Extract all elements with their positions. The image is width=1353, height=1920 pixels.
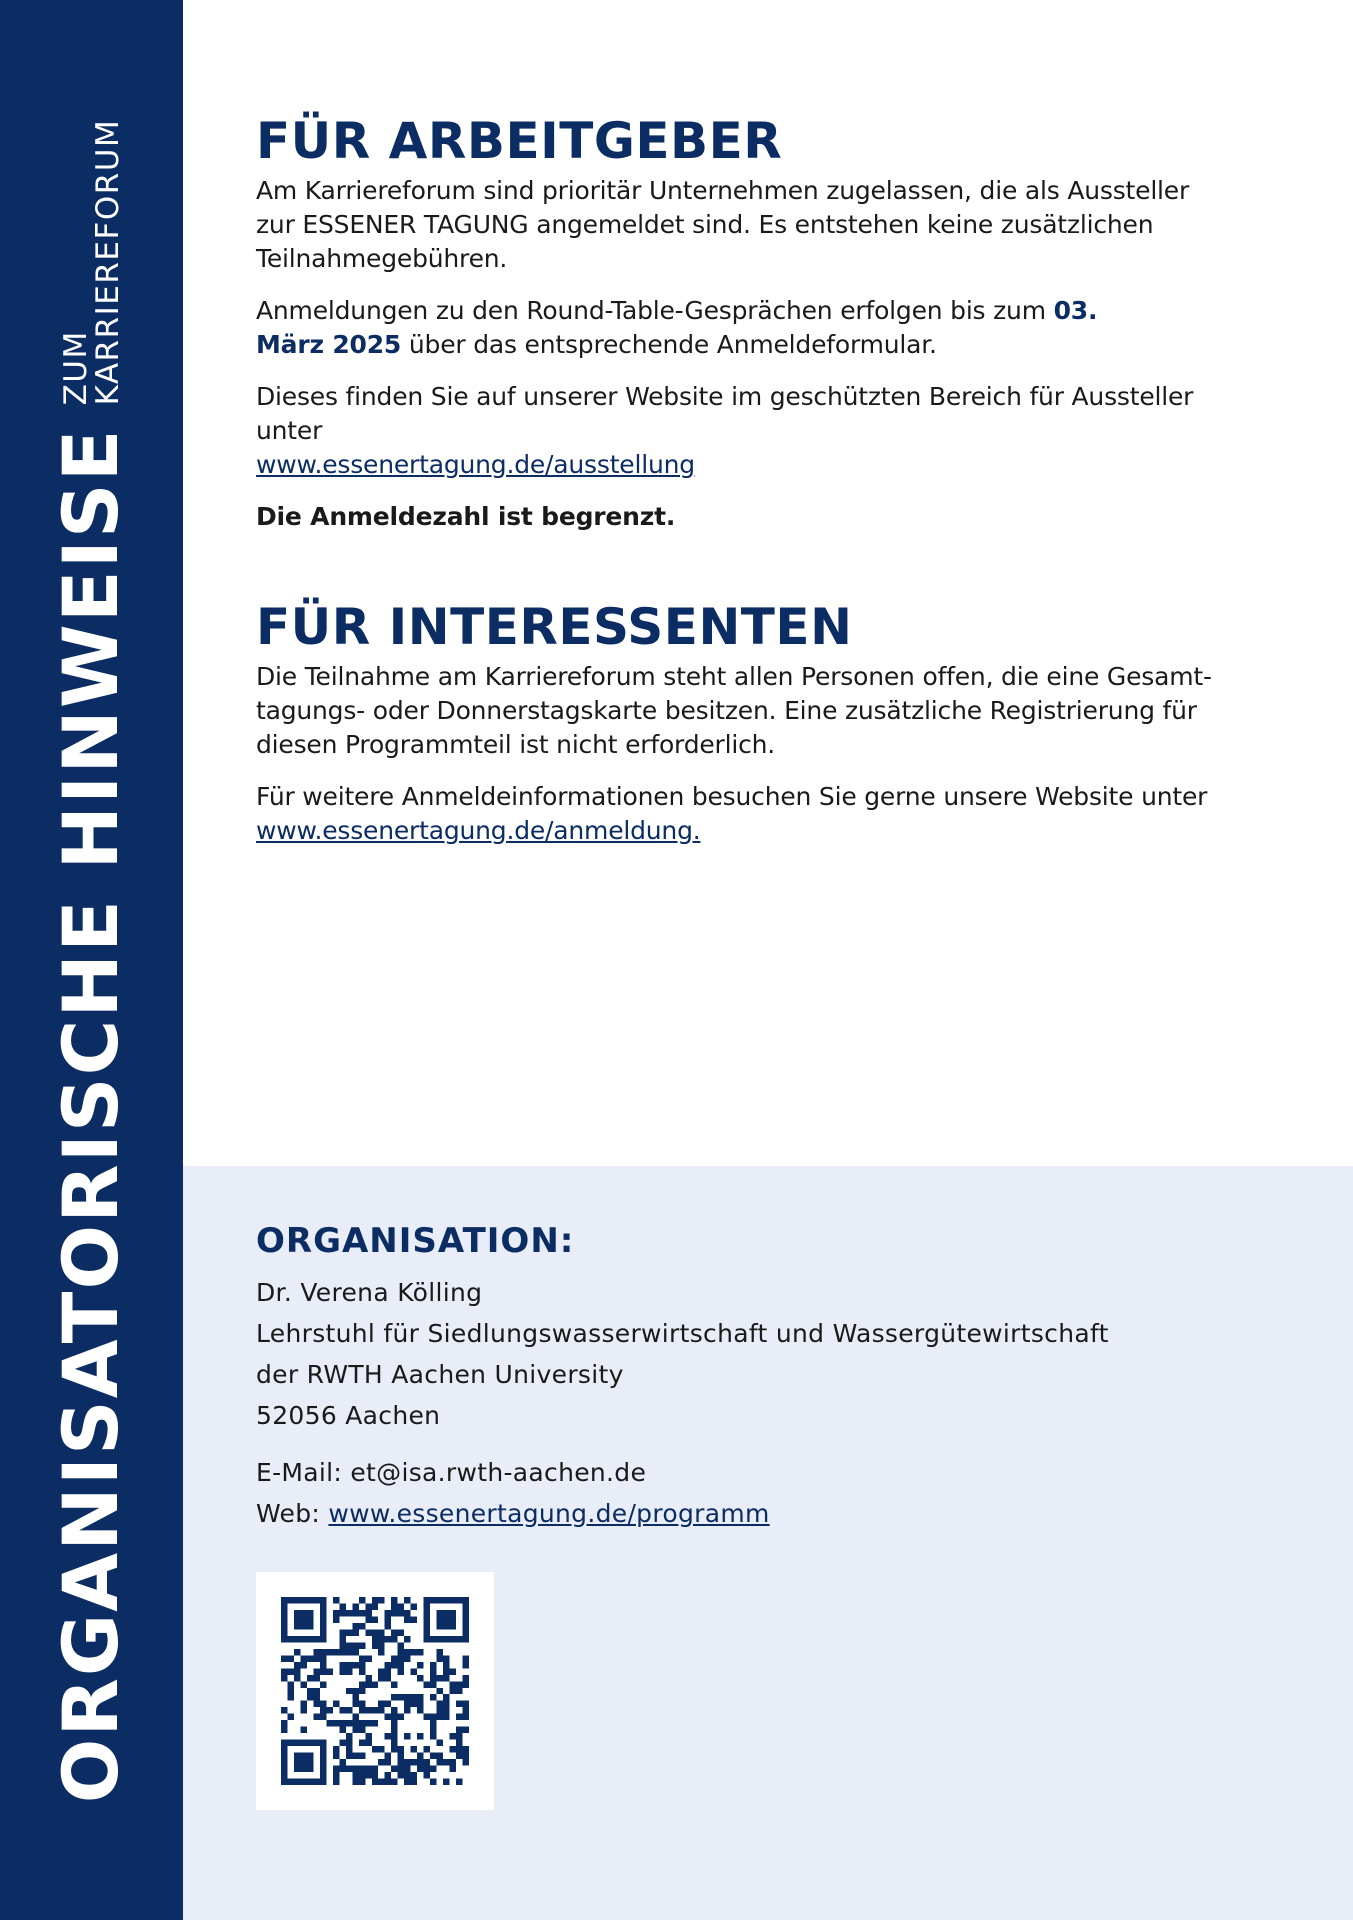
sidebar-subtitle xyxy=(57,118,129,406)
contact-block xyxy=(256,1452,1256,1534)
qr-code-icon xyxy=(281,1597,469,1785)
registration-deadline: 03. März 2025 xyxy=(256,296,1098,359)
qr-code xyxy=(256,1572,494,1810)
organisation-heading: ORGANISATION: xyxy=(256,1221,575,1261)
organisation-university: der RWTH Aachen University xyxy=(256,1360,624,1389)
organisation-department: Lehrstuhl für Siedlungswasserwirtschaft und Wassergütewirtschaft xyxy=(256,1319,1109,1348)
interested-paragraph-1: Die Teilnahme am Karriereforum steht allen Personen offen, die eine Gesamttagungs- oder Donnerstagskarte besitzen. Eine zusätzliche Registrierung für diesen Programmteil ist nicht erforderlich. xyxy=(256,662,1212,759)
registration-link[interactable]: www.essenertagung.de/anmeldung. xyxy=(256,816,701,845)
employers-heading: FÜR ARBEITGEBER xyxy=(256,112,783,170)
organisation-block xyxy=(256,1216,1256,1534)
interested-paragraph-2 xyxy=(256,780,1256,848)
sidebar-sub-line1: ZUM xyxy=(57,330,94,406)
employers-p2-after: über das entsprechende Anmeldeformular. xyxy=(408,330,937,359)
organisation-name: Dr. Verena Kölling xyxy=(256,1278,483,1307)
web-label: Web: xyxy=(256,1499,321,1528)
exhibition-link[interactable]: www.essenertagung.de/ausstellung xyxy=(256,450,695,479)
main-content xyxy=(256,108,1256,848)
web-line xyxy=(256,1493,1256,1534)
organisation-panel xyxy=(183,1166,1353,1920)
employers-paragraph-3 xyxy=(256,380,1256,482)
interested-p2-text: Für weitere Anmeldeinformationen besuchen Sie gerne unsere Website unter xyxy=(256,782,1208,811)
employers-paragraph-2 xyxy=(256,294,1116,362)
program-link[interactable]: www.essenertagung.de/programm xyxy=(328,1499,770,1528)
employers-limit-note: Die Anmeldezahl ist begrenzt. xyxy=(256,502,676,531)
employers-paragraph-1: Am Karriereforum sind prioritär Unternehmen zugelassen, die als Aussteller zur ESSENER TAGUNG angemeldet sind. Es entstehen keine zusätzlichen Teilnahmegebühren. xyxy=(256,176,1190,273)
email-line xyxy=(256,1452,1256,1493)
sidebar-sub-line2: KARRIEREFORUM xyxy=(90,118,127,406)
sidebar xyxy=(0,0,183,1920)
email-label: E-Mail: xyxy=(256,1458,343,1487)
employers-p2-before: Anmeldungen zu den Round-Table-Gesprächen erfolgen bis zum xyxy=(256,296,1046,325)
employers-section xyxy=(256,108,1256,534)
sidebar-main-title: ORGANISATORISCHE HINWEISE xyxy=(46,427,135,1804)
sidebar-title-block xyxy=(46,118,135,1804)
employers-p3-text: Dieses finden Sie auf unserer Website im geschützten Bereich für Aussteller unter xyxy=(256,382,1194,445)
interested-section xyxy=(256,594,1256,848)
interested-heading: FÜR INTERESSENTEN xyxy=(256,598,853,656)
email-link[interactable]: et@isa.rwth-aachen.de xyxy=(350,1458,647,1487)
organisation-postal: 52056 Aachen xyxy=(256,1401,441,1430)
